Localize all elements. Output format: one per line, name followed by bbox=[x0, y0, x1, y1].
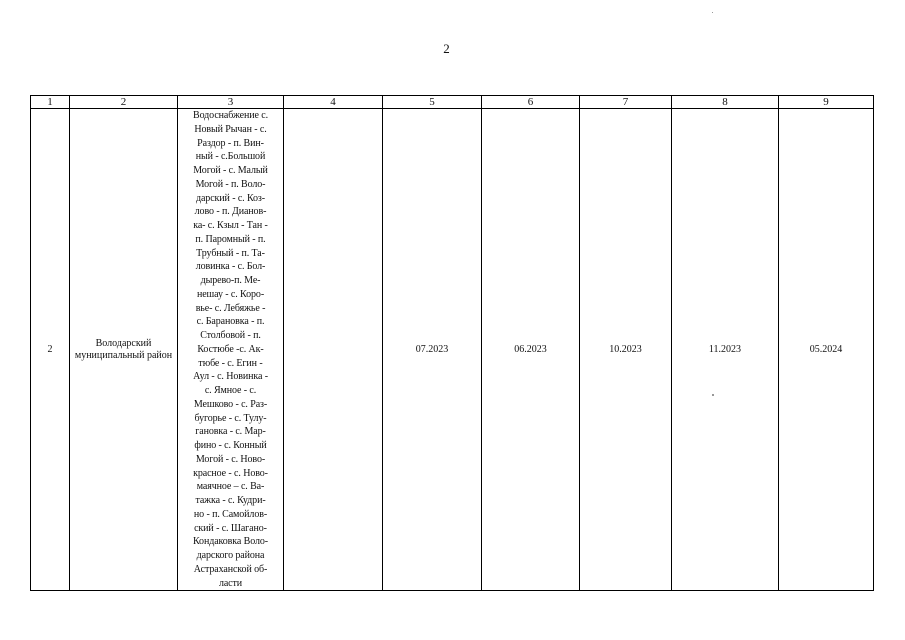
column-header: 5 bbox=[383, 96, 482, 109]
route-line: Столбовой - п. bbox=[200, 330, 261, 341]
cell-col7: 10.2023 bbox=[580, 109, 672, 591]
route-line: дарский - с. Коз- bbox=[195, 192, 266, 204]
route-line: гановка - с. Мар- bbox=[195, 426, 266, 438]
route-line: Водоснабжение с. bbox=[193, 110, 268, 121]
scan-speck bbox=[712, 12, 713, 13]
route-line: Аул - с. Новинка - bbox=[193, 371, 268, 383]
route-line: Мешково - с. Раз- bbox=[193, 398, 268, 410]
column-header: 1 bbox=[31, 96, 70, 109]
route-lines bbox=[178, 109, 283, 590]
column-header: 3 bbox=[178, 96, 284, 109]
column-header: 8 bbox=[672, 96, 779, 109]
route-line: но - п. Самойлов- bbox=[193, 508, 268, 520]
cell-col4 bbox=[284, 109, 383, 591]
page-number: 2 bbox=[443, 41, 450, 56]
region-name: Володарский муниципальный район bbox=[70, 109, 178, 591]
route-line: маячное – с. Ва- bbox=[196, 481, 265, 493]
route-line: ласти bbox=[218, 577, 243, 589]
route-line: фино - с. Конный bbox=[194, 440, 267, 451]
route-line: бугорье - с. Тулу- bbox=[194, 412, 267, 424]
route-line: п. Паромный - п. bbox=[195, 233, 266, 245]
cell-col5: 07.2023 bbox=[383, 109, 482, 591]
route-line: ловинка - с. Бол- bbox=[195, 261, 266, 273]
cell-col8: 11.2023 bbox=[672, 109, 779, 591]
route-line: Кондаковка Воло- bbox=[192, 536, 269, 548]
route-line: Могой - п. Воло- bbox=[195, 178, 266, 190]
column-header-row bbox=[31, 96, 874, 109]
table-row bbox=[31, 109, 874, 591]
route-line: вье- с. Лебяжье - bbox=[195, 302, 266, 314]
route-description bbox=[178, 109, 284, 591]
route-line: Костюбе -с. Ак- bbox=[197, 343, 264, 355]
route-line: Раздор - п. Вин- bbox=[197, 137, 264, 149]
route-line: тюбе - с. Егин - bbox=[198, 357, 263, 369]
route-line: Могой - с. Ново- bbox=[195, 453, 266, 465]
route-line: тажка - с. Кудри- bbox=[195, 495, 266, 506]
column-header: 6 bbox=[482, 96, 580, 109]
schedule-table bbox=[30, 95, 874, 591]
route-line: ский - с. Шагано- bbox=[194, 522, 267, 534]
route-line: лово - п. Дианов- bbox=[194, 206, 267, 218]
row-number: 2 bbox=[31, 109, 70, 591]
route-line: дарского района bbox=[196, 550, 265, 561]
cell-col9: 05.2024 bbox=[779, 109, 874, 591]
route-line: Астраханской об- bbox=[193, 563, 268, 575]
column-header: 2 bbox=[70, 96, 178, 109]
route-line: Новый Рычан - с. bbox=[194, 123, 267, 135]
route-line: нешау - с. Коро- bbox=[196, 288, 265, 300]
column-header: 4 bbox=[284, 96, 383, 109]
route-line: с. Ямное - с. bbox=[204, 385, 257, 396]
route-line: дырево-п. Ме- bbox=[200, 275, 261, 286]
scan-speck bbox=[712, 394, 714, 396]
route-line: Трубный - п. Та- bbox=[196, 247, 265, 259]
route-line: ный - с.Большой bbox=[195, 151, 266, 163]
route-line: ка- с. Кзыл - Тан - bbox=[193, 220, 268, 231]
route-line: Могой - с. Малый bbox=[193, 165, 268, 176]
column-header: 9 bbox=[779, 96, 874, 109]
column-header: 7 bbox=[580, 96, 672, 109]
route-line: с. Барановка - п. bbox=[196, 316, 265, 328]
route-line: красное - с. Ново- bbox=[193, 467, 268, 479]
cell-col6: 06.2023 bbox=[482, 109, 580, 591]
